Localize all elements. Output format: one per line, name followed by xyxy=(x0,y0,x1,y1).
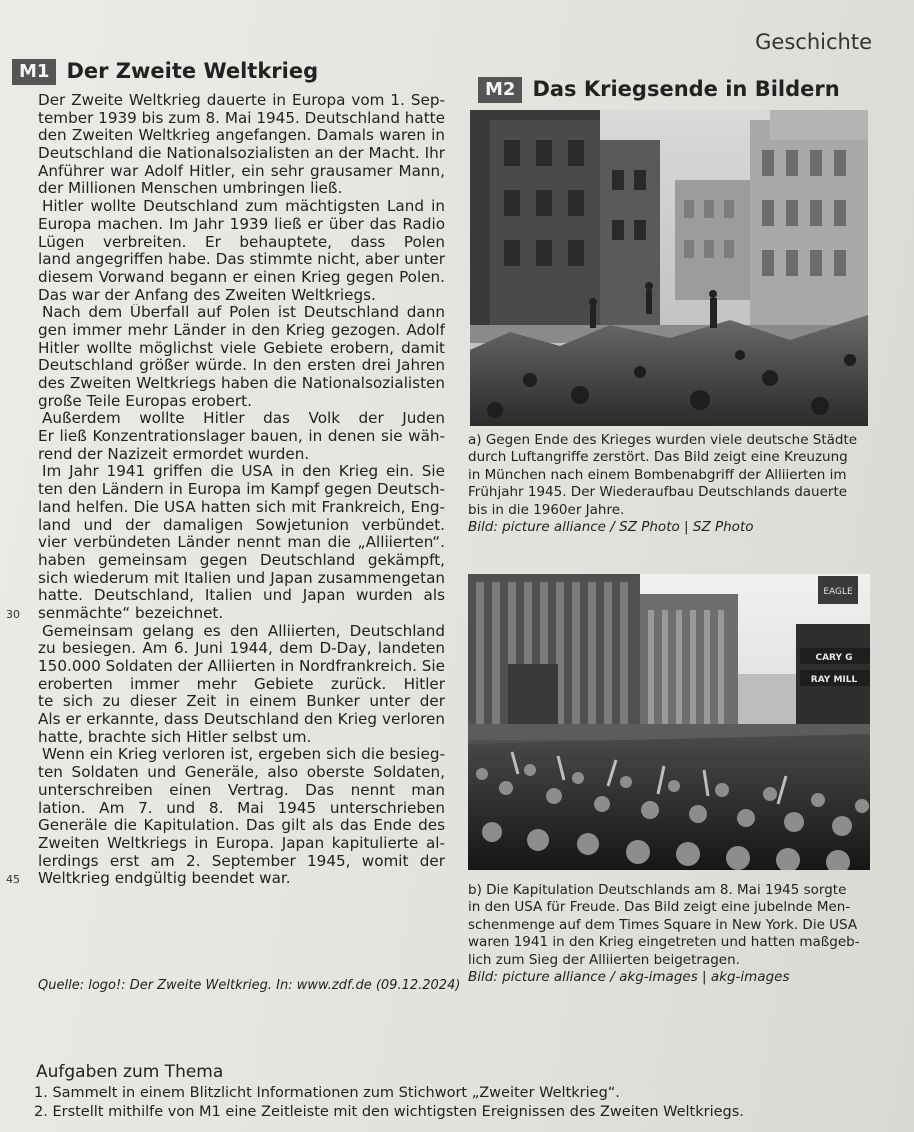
photo-times-square xyxy=(468,574,870,870)
line-text: hatte. Deutschland, Italien und Japan wurden als xyxy=(38,587,445,605)
crowd-illustration xyxy=(468,574,870,870)
line-text: Der Zweite Weltkrieg dauerte in Europa vom 1. Sep- xyxy=(38,92,445,109)
photo-a-credit: Bild: picture alliance / SZ Photo | SZ Photo xyxy=(468,518,754,535)
subject-label: Geschichte xyxy=(755,30,872,54)
line-text: Hitler wollte möglichst viele Gebiete erobern, damit xyxy=(38,339,445,357)
m1-text-line xyxy=(38,729,445,747)
m1-text-line xyxy=(38,322,445,340)
line-number: 30 xyxy=(6,607,20,621)
task-item: 1. Sammelt in einem Blitzlicht Informationen zum Stichwort „Zweiter Weltkrieg“. xyxy=(34,1085,620,1101)
m2-title: Das Kriegsende in Bildern xyxy=(532,77,840,101)
line-text: Deutschland die Nationalsozialisten an der Macht. Ihr xyxy=(38,145,445,163)
m1-text-line xyxy=(38,800,445,818)
line-text: land und der damaligen Sowjetunion verbündet. xyxy=(38,516,445,534)
caption-line: in den USA für Freude. Das Bild zeigt eine jubelnde Men- xyxy=(468,899,851,916)
line-text: lerdings erst am 2. September 1945, womit der xyxy=(38,852,445,870)
line-text: Zweiten Weltkriegs in Europa. Japan kapitulierte al- xyxy=(38,834,445,852)
line-text: gen immer mehr Länder in den Krieg gezogen. Adolf xyxy=(38,321,445,339)
m1-text-line xyxy=(38,835,445,853)
line-text: 150.000 Soldaten der Alliierten in Nordfrankreich. Sie xyxy=(38,658,445,675)
photo-ruined-munich xyxy=(470,110,868,426)
m1-text-line xyxy=(6,603,445,623)
line-text: Er ließ Konzentrationslager bauen, in denen sie wäh- xyxy=(38,428,445,446)
line-text: sich wiederum mit Italien und Japan zusammengetan xyxy=(38,569,445,587)
m1-text-line xyxy=(38,428,445,446)
m1-text-line xyxy=(38,711,445,729)
m1-text-line xyxy=(38,640,445,658)
m1-text-line xyxy=(38,357,445,375)
line-text: Außerdem wollte Hitler das Volk der Juden xyxy=(42,410,445,428)
m1-text-line xyxy=(38,764,445,782)
line-text: Im Jahr 1941 griffen die USA in den Krieg ein. Sie xyxy=(42,463,445,481)
m1-text-line xyxy=(38,180,445,198)
line-text: Als er erkannte, dass Deutschland den Krieg verloren xyxy=(38,711,445,729)
m1-text-line xyxy=(38,304,445,322)
line-text: senmächte“ bezeichnet. xyxy=(38,603,224,622)
m1-text-line xyxy=(38,746,445,764)
m1-text-line xyxy=(38,163,445,181)
caption-line: b) Die Kapitulation Deutschlands am 8. Mai 1945 sorgte xyxy=(468,882,847,898)
m1-text-line xyxy=(38,251,445,269)
line-text: Wenn ein Krieg verloren ist, ergeben sich die besieg- xyxy=(42,746,445,764)
line-text: Deutschland größer würde. In den ersten drei Jahren xyxy=(38,357,445,375)
m1-text-line xyxy=(38,375,445,393)
m1-text-line xyxy=(38,658,445,676)
m1-text-line xyxy=(38,623,445,641)
caption-line: a) Gegen Ende des Krieges wurden viele deutsche Städte xyxy=(468,432,858,448)
m1-text-line xyxy=(38,676,445,694)
m1-text-line xyxy=(38,693,445,711)
m1-text-line xyxy=(38,110,445,128)
line-text: diesem Vorwand begann er einen Krieg gegen Polen. xyxy=(38,268,445,286)
m1-title: Der Zweite Weltkrieg xyxy=(66,59,319,83)
m1-text-line xyxy=(38,340,445,358)
m1-text-line xyxy=(38,127,445,145)
line-text: Nach dem Überfall auf Polen ist Deutschland dann xyxy=(42,304,445,322)
m1-text-line xyxy=(38,92,445,110)
line-text: Lügen verbreiten. Er behauptete, dass Polen xyxy=(38,233,445,251)
line-text: land angegriffen habe. Das stimmte nicht, aber unter xyxy=(38,251,445,269)
m1-text-line xyxy=(38,287,445,305)
caption-line: waren 1941 in den Krieg eingetreten und hatten maßgeb- xyxy=(468,934,860,951)
m1-text-line xyxy=(38,234,445,252)
line-text: te sich zu dieser Zeit in einem Bunker unter der xyxy=(38,693,445,711)
m1-text-line xyxy=(38,499,445,517)
m1-text-line xyxy=(38,481,445,499)
m1-text-column xyxy=(6,92,445,888)
m1-text-line xyxy=(38,410,445,428)
line-text: Weltkrieg endgültig beendet war. xyxy=(38,869,291,888)
m1-text-line xyxy=(38,393,445,411)
m2-badge: M2 xyxy=(478,77,522,103)
m1-text-line xyxy=(38,817,445,835)
m2-heading xyxy=(478,76,840,103)
line-text: hatte, brachte sich Hitler selbst um. xyxy=(38,727,312,746)
tasks-title: Aufgaben zum Thema xyxy=(36,1062,224,1082)
photo-b-caption xyxy=(468,882,870,986)
m1-text-line xyxy=(38,463,445,481)
m1-text-line xyxy=(38,269,445,287)
line-text: des Zweiten Weltkriegs haben die Nationalsozialisten xyxy=(38,375,445,392)
caption-line: schenmenge auf dem Times Square in New York. Die USA xyxy=(468,916,858,933)
tasks-list xyxy=(34,1084,744,1122)
sign-cary: CARY G xyxy=(815,653,853,663)
m1-source: Quelle: logo!: Der Zweite Weltkrieg. In: www.zdf.de (09.12.2024) xyxy=(38,978,461,993)
caption-line: Frühjahr 1945. Der Wiederaufbau Deutschlands dauerte xyxy=(468,484,848,501)
ruins-illustration xyxy=(470,110,868,426)
line-number: 45 xyxy=(6,873,20,887)
line-text: zu besiegen. Am 6. Juni 1944, dem D-Day, landeten xyxy=(38,640,445,658)
line-text: große Teile Europas erobert. xyxy=(38,391,252,410)
m1-text-line xyxy=(38,517,445,535)
line-text: Anführer war Adolf Hitler, ein sehr grausamer Mann, xyxy=(38,162,445,180)
photo-a-caption xyxy=(468,432,870,536)
m1-text-line xyxy=(38,570,445,588)
line-text: ten Soldaten und Generäle, also oberste Soldaten, xyxy=(38,764,445,782)
m1-text-line xyxy=(38,782,445,800)
line-text: haben gemeinsam gegen Deutschland gekämpft, xyxy=(38,551,445,569)
m1-text-line xyxy=(38,446,445,464)
line-text: Gemeinsam gelang es den Alliierten, Deutschland xyxy=(42,622,445,640)
line-text: lation. Am 7. und 8. Mai 1945 unterschrieben xyxy=(38,799,445,817)
line-text: ten den Ländern in Europa im Kampf gegen Deutsch- xyxy=(38,481,445,499)
line-text: land helfen. Die USA hatten sich mit Frankreich, Eng- xyxy=(38,498,445,516)
caption-line: bis in die 1960er Jahre. xyxy=(468,501,625,518)
sign-ray: RAY MILL xyxy=(810,675,858,685)
photo-b-credit: Bild: picture alliance / akg-images | akg-images xyxy=(468,968,790,985)
m1-text-line xyxy=(38,853,445,871)
caption-line: lich zum Sieg der Alliierten beigetragen. xyxy=(468,951,740,968)
sign-eagle: EAGLE xyxy=(823,587,853,597)
caption-line: in München nach einem Bombenabgriff der Alliierten im xyxy=(468,466,847,483)
m1-heading xyxy=(12,58,318,85)
m1-text-line xyxy=(38,216,445,234)
m1-text-line xyxy=(38,145,445,163)
line-text: Das war der Anfang des Zweiten Weltkriegs. xyxy=(38,285,376,304)
m1-text-line xyxy=(38,552,445,570)
m1-text-line xyxy=(6,869,445,888)
m1-text-line xyxy=(38,587,445,605)
caption-line: durch Luftangriffe zerstört. Das Bild zeigt eine Kreuzung xyxy=(468,449,848,466)
m1-text-line xyxy=(38,534,445,552)
task-item: 2. Erstellt mithilfe von M1 eine Zeitleiste mit den wichtigsten Ereignissen des Zweiten Weltkriegs. xyxy=(34,1104,744,1120)
line-text: vier verbündeten Länder nennt man die „Alliierten“. xyxy=(38,534,445,552)
line-text: tember 1939 bis zum 8. Mai 1945. Deutschland hatte xyxy=(38,109,445,127)
line-text: Europa machen. Im Jahr 1939 ließ er über das Radio xyxy=(38,215,445,233)
line-text: unterschreiben einen Vertrag. Das nennt man xyxy=(38,781,445,799)
line-text: Hitler wollte Deutschland zum mächtigsten Land in xyxy=(42,198,445,216)
line-text: rend der Nazizeit ermordet wurden. xyxy=(38,444,310,463)
m1-text-line xyxy=(38,198,445,216)
m1-badge: M1 xyxy=(12,59,56,85)
line-text: Generäle die Kapitulation. Das gilt als das Ende des xyxy=(38,817,445,835)
line-text: eroberten immer mehr Gebiete zurück. Hitler xyxy=(38,675,445,693)
line-text: den Zweiten Weltkrieg angefangen. Damals waren in xyxy=(38,127,445,145)
line-text: der Millionen Menschen umbringen ließ. xyxy=(38,179,343,198)
